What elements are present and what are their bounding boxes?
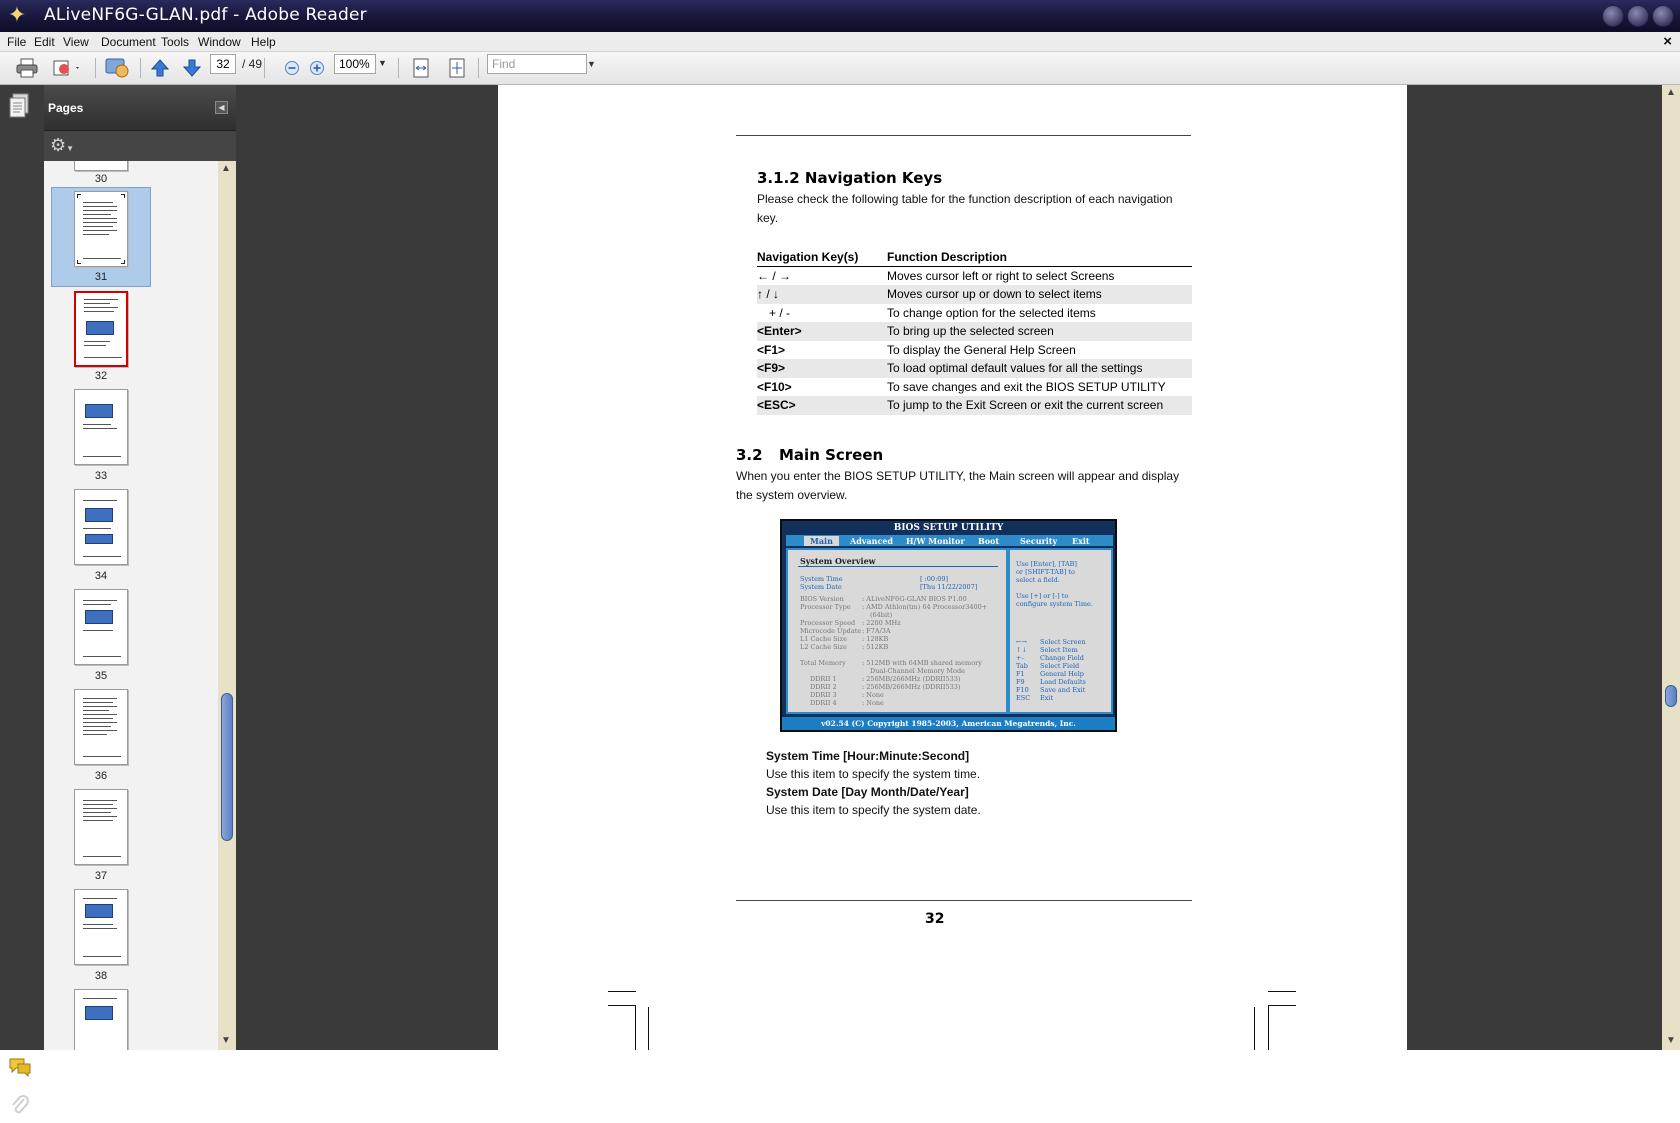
doc-scroll-down-icon[interactable]: ▼ bbox=[1666, 1035, 1676, 1046]
page-thumbnail-31[interactable] bbox=[74, 191, 128, 267]
bios-row-label: Processor Type bbox=[800, 603, 851, 611]
document-scrollbar[interactable] bbox=[1662, 85, 1680, 1050]
bios-tab-hw-monitor: H/W Monitor bbox=[906, 536, 965, 546]
page-thumbnail-34[interactable] bbox=[74, 489, 128, 565]
zoom-in-icon[interactable] bbox=[307, 56, 327, 80]
bios-row-value: [Thu 11/22/2007] bbox=[920, 583, 978, 591]
bios-key-desc: Load Defaults bbox=[1040, 678, 1086, 686]
page-thumbnail-35[interactable] bbox=[74, 589, 128, 665]
bios-help-line: Use [Enter], [TAB] bbox=[1016, 560, 1077, 568]
bios-row-value: : ALiveNF6G-GLAN BIOS P1.00 bbox=[862, 595, 967, 603]
bios-help-line: Use [+] or [-] to bbox=[1016, 592, 1069, 600]
attach-menu-icon[interactable] bbox=[50, 56, 84, 80]
bios-row-value: : 256MB/266MHz (DDRII533) bbox=[862, 675, 961, 683]
bios-key-name: F9 bbox=[1016, 678, 1025, 686]
minimize-button[interactable] bbox=[1602, 5, 1624, 27]
collaborate-icon[interactable] bbox=[102, 56, 132, 80]
zoom-dropdown-icon[interactable]: ▼ bbox=[378, 58, 387, 68]
nav-keys-intro: Please check the following table for the function description of each navigation key. bbox=[757, 192, 1173, 225]
main-screen-heading: Main Screen bbox=[779, 446, 884, 464]
bios-key-desc: Select Field bbox=[1040, 662, 1080, 670]
bios-row-label: System Time bbox=[800, 575, 843, 583]
desc-cell: To bring up the selected screen bbox=[887, 322, 1192, 341]
key-cell: <F10> bbox=[757, 379, 792, 394]
bios-screenshot-figure bbox=[780, 519, 1117, 732]
key-cell: <F1> bbox=[757, 342, 786, 357]
key-cell: + / - bbox=[769, 305, 791, 320]
thumbnail-label-38: 38 bbox=[94, 970, 108, 982]
bios-key-name: F10 bbox=[1016, 686, 1029, 694]
desc-cell: Moves cursor left or right to select Screens bbox=[887, 269, 1115, 283]
bios-row-value: Dual-Channel Memory Mode bbox=[870, 667, 965, 675]
bios-key-name: +- bbox=[1016, 654, 1024, 662]
thumbnail-label-32: 32 bbox=[94, 370, 108, 382]
desc-cell: To change option for the selected items bbox=[887, 305, 1096, 320]
page-thumbnail-30[interactable] bbox=[74, 161, 128, 171]
page-total-label: / 49 bbox=[242, 57, 263, 71]
title-bar bbox=[0, 0, 1680, 32]
table-row bbox=[757, 322, 1192, 341]
menu-tools[interactable]: Tools bbox=[161, 35, 190, 49]
main-screen-number: 3.2 bbox=[736, 446, 763, 464]
menu-bar bbox=[0, 32, 1680, 52]
bios-key-desc: Change Field bbox=[1040, 654, 1084, 662]
collapse-panel-icon[interactable]: ◀ bbox=[215, 101, 228, 114]
table-row bbox=[757, 378, 1192, 397]
bios-row-label: System Date bbox=[800, 583, 842, 591]
bios-row-value: : F7A/3A bbox=[862, 627, 891, 635]
footer-rule bbox=[736, 900, 1192, 901]
bios-tab-security: Security bbox=[1020, 536, 1058, 546]
thumbnail-label-35: 35 bbox=[94, 670, 108, 682]
bios-row-value: : None bbox=[862, 691, 884, 699]
bios-row-label: DDRII 3 bbox=[810, 691, 837, 699]
next-page-icon[interactable] bbox=[180, 56, 204, 80]
close-document-icon[interactable]: × bbox=[1663, 33, 1672, 50]
bios-tab-boot: Boot bbox=[978, 536, 1000, 546]
desc-cell: Moves cursor up or down to select items bbox=[887, 285, 1192, 304]
pages-options-bar bbox=[44, 131, 236, 161]
thumbnail-scrollbar[interactable] bbox=[218, 161, 236, 1050]
pages-panel bbox=[44, 85, 236, 1050]
bios-help-line: or [SHIFT-TAB] to bbox=[1016, 568, 1075, 576]
bios-help-line: select a field. bbox=[1016, 576, 1060, 584]
bios-key-desc: Select Item bbox=[1040, 646, 1078, 654]
page-thumbnail-39[interactable] bbox=[74, 989, 128, 1050]
menu-edit[interactable]: Edit bbox=[34, 35, 55, 49]
bios-footer: v02.54 (C) Copyright 1985-2003, American Megatrends, Inc. bbox=[782, 717, 1115, 730]
pages-panel-header bbox=[44, 85, 236, 131]
key-cell: ← / → bbox=[757, 269, 792, 283]
scroll-up-icon[interactable]: ▲ bbox=[221, 163, 231, 174]
bios-key-name: Tab bbox=[1016, 662, 1028, 670]
thumbnail-scroll-thumb[interactable] bbox=[221, 693, 233, 841]
menu-file[interactable]: File bbox=[7, 35, 27, 49]
bios-row-label: L2 Cache Size bbox=[800, 643, 847, 651]
page-thumbnail-33[interactable] bbox=[74, 389, 128, 465]
bios-row-value: : None bbox=[862, 699, 884, 707]
pages-icon[interactable] bbox=[8, 93, 30, 119]
bios-row-value: : 256MB/266MHz (DDRII533) bbox=[862, 683, 961, 691]
desc-cell: To save changes and exit the BIOS SETUP UTILITY bbox=[887, 379, 1166, 394]
bios-tabs bbox=[786, 535, 1113, 546]
thumbnail-list bbox=[44, 161, 218, 1050]
thumbnail-label-36: 36 bbox=[94, 770, 108, 782]
header-rule bbox=[736, 135, 1191, 136]
fit-width-icon[interactable] bbox=[410, 56, 432, 80]
bios-row-label: DDRII 4 bbox=[810, 699, 837, 707]
desc-cell: To jump to the Exit Screen or exit the current screen bbox=[887, 396, 1192, 415]
main-screen-intro: When you enter the BIOS SETUP UTILITY, the Main screen will appear and display the system overview. bbox=[736, 469, 1180, 502]
page-thumbnail-32[interactable] bbox=[74, 291, 128, 367]
bios-row-value: : 2200 MHz bbox=[862, 619, 901, 627]
table-header-desc: Function Description bbox=[887, 248, 1192, 267]
bios-row-value: : AMD Athlon(tm) 64 Processor3400+ bbox=[862, 603, 988, 611]
key-cell: ↑ / ↓ bbox=[757, 285, 887, 304]
key-cell: <ESC> bbox=[757, 396, 887, 415]
navigation-keys-table bbox=[757, 248, 1192, 415]
zoom-out-icon[interactable] bbox=[282, 56, 302, 80]
table-row bbox=[757, 396, 1192, 415]
table-row bbox=[757, 304, 1192, 323]
bios-row-value: [ :00:09] bbox=[920, 575, 949, 583]
bios-tab-exit: Exit bbox=[1072, 536, 1090, 546]
bios-row-label: Total Memory bbox=[800, 659, 846, 667]
desc-cell: To load optimal default values for all the settings bbox=[887, 359, 1192, 378]
bios-tab-main: Main bbox=[804, 536, 839, 546]
bios-key-name: ESC bbox=[1016, 694, 1031, 702]
bios-tab-advanced: Advanced bbox=[850, 536, 894, 546]
bios-key-desc: General Help bbox=[1040, 670, 1084, 678]
document-scroll-thumb[interactable] bbox=[1665, 685, 1677, 707]
key-cell: <Enter> bbox=[757, 322, 887, 341]
bios-row-value: : 512MB with 64MB shared memory bbox=[862, 659, 982, 667]
navigation-strip bbox=[0, 85, 44, 1050]
comments-icon[interactable] bbox=[8, 1057, 32, 1082]
page-number: 32 bbox=[925, 911, 945, 927]
bios-overview-panel bbox=[786, 548, 1008, 714]
key-cell: <F9> bbox=[757, 359, 887, 378]
bios-row-label: DDRII 2 bbox=[810, 683, 837, 691]
bios-key-name: F1 bbox=[1016, 670, 1025, 678]
page-thumbnail-38[interactable] bbox=[74, 889, 128, 965]
bios-key-name: ←→ bbox=[1016, 638, 1027, 646]
thumbnail-label-37: 37 bbox=[94, 870, 108, 882]
close-button[interactable] bbox=[1652, 5, 1674, 27]
menu-window[interactable]: Window bbox=[198, 35, 241, 49]
table-header-key: Navigation Key(s) bbox=[757, 248, 887, 267]
bios-row-value: : 512KB bbox=[862, 643, 889, 651]
bios-row-label: BIOS Version bbox=[800, 595, 844, 603]
scroll-down-icon[interactable]: ▼ bbox=[221, 1035, 231, 1046]
thumbnail-label-33: 33 bbox=[94, 470, 108, 482]
adobe-reader-icon: ✦ bbox=[7, 2, 27, 27]
system-time-heading: System Time [Hour:Minute:Second] bbox=[766, 749, 970, 763]
menu-document[interactable]: Document bbox=[101, 35, 156, 49]
table-row bbox=[757, 285, 1192, 304]
menu-help[interactable]: Help bbox=[251, 35, 276, 49]
bios-row-value: : 128KB bbox=[862, 635, 889, 643]
table-row bbox=[757, 341, 1192, 360]
bios-row-label: DDRII 1 bbox=[810, 675, 837, 683]
bios-row-label: Processor Speed bbox=[800, 619, 856, 627]
find-input[interactable]: Find bbox=[487, 54, 587, 74]
previous-page-icon[interactable] bbox=[148, 56, 172, 80]
system-time-desc: Use this item to specify the system time. bbox=[766, 767, 981, 781]
bios-title: BIOS SETUP UTILITY bbox=[893, 523, 1004, 533]
window-title: ALiveNF6G-GLAN.pdf - Adobe Reader bbox=[44, 5, 367, 25]
bios-help-line: configure system Time. bbox=[1016, 600, 1093, 608]
pdf-page bbox=[498, 85, 1407, 1050]
system-date-heading: System Date [Day Month/Date/Year] bbox=[766, 785, 969, 799]
table-row bbox=[757, 359, 1192, 378]
bios-key-desc: Select Screen bbox=[1040, 638, 1086, 646]
bios-row-label: L1 Cache Size bbox=[800, 635, 847, 643]
page-thumbnail-37[interactable] bbox=[74, 789, 128, 865]
thumbnail-label-30: 30 bbox=[94, 173, 108, 185]
bios-key-desc: Save and Exit bbox=[1040, 686, 1086, 694]
bios-key-name: ↑↓ bbox=[1016, 646, 1027, 654]
fit-page-icon[interactable] bbox=[446, 56, 468, 80]
window-controls bbox=[1602, 5, 1674, 27]
thumbnail-label-34: 34 bbox=[94, 570, 108, 582]
find-dropdown-icon[interactable]: ▼ bbox=[587, 59, 596, 69]
menu-view[interactable]: View bbox=[63, 35, 89, 49]
maximize-button[interactable] bbox=[1627, 5, 1649, 27]
page-number-input[interactable] bbox=[210, 54, 236, 74]
bios-help-panel bbox=[1008, 548, 1113, 714]
table-row bbox=[757, 267, 1192, 286]
bios-row-label: Microcode Update bbox=[800, 627, 862, 635]
bios-overview-title: System Overview bbox=[800, 556, 876, 566]
system-date-desc: Use this item to specify the system date. bbox=[766, 803, 981, 817]
options-gear-icon[interactable]: ⚙▼ bbox=[50, 135, 75, 155]
bios-row-value: (64bit) bbox=[870, 611, 893, 619]
doc-scroll-up-icon[interactable]: ▲ bbox=[1666, 87, 1676, 98]
attachments-icon[interactable] bbox=[10, 1093, 30, 1123]
pages-panel-title: Pages bbox=[48, 101, 84, 115]
print-icon[interactable] bbox=[14, 56, 40, 80]
desc-cell: To display the General Help Screen bbox=[887, 342, 1076, 357]
page-thumbnail-36[interactable] bbox=[74, 689, 128, 765]
zoom-level-select[interactable]: 100% bbox=[334, 54, 376, 74]
nav-keys-heading: 3.1.2 Navigation Keys bbox=[757, 169, 943, 187]
bios-key-desc: Exit bbox=[1040, 694, 1054, 702]
thumbnail-label-31: 31 bbox=[94, 271, 108, 283]
